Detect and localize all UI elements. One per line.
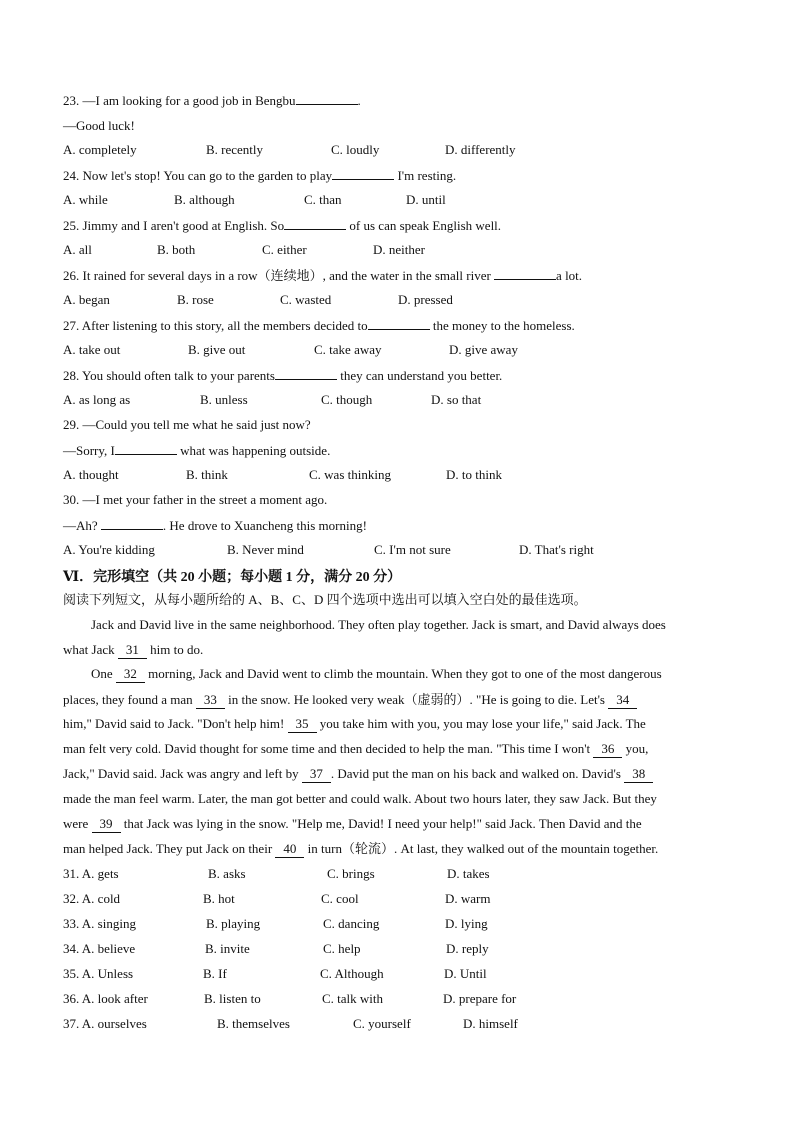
option-c[interactable]: C. talk with <box>322 991 384 1006</box>
option-d[interactable]: D. himself <box>463 1016 518 1031</box>
option-d[interactable]: D. so that <box>431 392 482 407</box>
option-c[interactable]: C. was thinking <box>309 467 391 482</box>
option-a[interactable]: 31. A. gets <box>63 866 119 881</box>
option-b[interactable]: B. themselves <box>217 1016 290 1031</box>
option-c[interactable]: C. than <box>304 192 342 207</box>
blank-number: 36 <box>593 741 622 758</box>
option-a[interactable]: 35. A. Unless <box>63 966 134 981</box>
passage-line: places, they found a man 33 in the snow. He looked very weak（虚弱的）. "He is going to die. Let's 34 <box>63 692 637 709</box>
blank-number: 34 <box>608 692 637 709</box>
question-26-stem: 26. It rained for several days in a row（连续地）, and the water in the small river a lot. <box>63 268 583 283</box>
passage-line: what Jack 31 him to do. <box>63 642 204 657</box>
option-c[interactable]: C. take away <box>314 342 382 357</box>
passage-line: made the man feel warm. Later, the man got better and could walk. About two hours later, they saw Jack. But they <box>63 791 657 806</box>
question-23-stem: 23. —I am looking for a good job in Bengbu . <box>63 93 361 108</box>
passage-line: him," David said to Jack. "Don't help him! 35 you take him with you, you may lose your life," said Jack. The <box>63 716 646 731</box>
option-d[interactable]: D. give away <box>449 342 518 357</box>
answer-blank <box>101 517 163 530</box>
option-b[interactable]: B. although <box>174 192 235 207</box>
option-b[interactable]: B. playing <box>206 916 261 931</box>
passage-line: man helped Jack. They put Jack on their 40 in turn（轮流）. At last, they walked out of the mountain together. <box>63 841 659 856</box>
option-a[interactable]: A. You're kidding <box>63 542 155 557</box>
option-d[interactable]: D. reply <box>446 941 489 956</box>
blank-number: 37 <box>302 766 331 783</box>
passage-line: man felt very cold. David thought for some time and then decided to help the man. "This time I won't 36 you, <box>63 741 649 756</box>
option-c[interactable]: C. wasted <box>280 292 332 307</box>
option-a[interactable]: A. take out <box>63 342 121 357</box>
passage-line: were 39 that Jack was lying in the snow. "Help me, David! I need your help!" said Jack. Then David and the <box>63 816 642 831</box>
option-b[interactable]: B. give out <box>188 342 246 357</box>
option-d[interactable]: D. warm <box>445 891 491 906</box>
option-b[interactable]: B. invite <box>205 941 250 956</box>
option-a[interactable]: A. thought <box>63 467 119 482</box>
blank-number: 39 <box>92 816 121 833</box>
option-a[interactable]: A. all <box>63 242 92 257</box>
question-23-reply: —Good luck! <box>63 118 135 133</box>
option-c[interactable]: C. dancing <box>323 916 380 931</box>
option-d[interactable]: D. That's right <box>519 542 594 557</box>
answer-blank <box>332 167 394 180</box>
option-d[interactable]: D. to think <box>446 467 502 482</box>
section-title: Ⅵ．完形填空（共 20 小题；每小题 1 分，满分 20 分） <box>63 570 402 585</box>
option-c[interactable]: C. brings <box>327 866 375 881</box>
option-c[interactable]: C. though <box>321 392 373 407</box>
blank-number: 33 <box>196 692 225 709</box>
blank-number: 38 <box>624 766 653 783</box>
option-b[interactable]: B. asks <box>208 866 246 881</box>
question-25-stem: 25. Jimmy and I aren't good at English. So of us can speak English well. <box>63 218 502 233</box>
option-b[interactable]: B. hot <box>203 891 235 906</box>
blank-number: 40 <box>275 841 304 858</box>
answer-blank <box>284 217 346 230</box>
answer-blank <box>368 317 430 330</box>
option-b[interactable]: B. think <box>186 467 228 482</box>
option-c[interactable]: C. either <box>262 242 307 257</box>
option-c[interactable]: C. I'm not sure <box>374 542 451 557</box>
option-d[interactable]: D. Until <box>444 966 487 981</box>
option-a[interactable]: 37. A. ourselves <box>63 1016 147 1031</box>
option-a[interactable]: 32. A. cold <box>63 891 121 906</box>
option-c[interactable]: C. Although <box>320 966 384 981</box>
option-b[interactable]: B. If <box>203 966 227 981</box>
passage-line: Jack and David live in the same neighborhood. They often play together. Jack is smart, and David always does <box>91 617 666 632</box>
option-a[interactable]: 34. A. believe <box>63 941 136 956</box>
section-instruction: 阅读下列短文，从每小题所给的 A、B、C、D 四个选项中选出可以填入空白处的最佳选项。 <box>63 592 587 607</box>
question-29-stem: 29. —Could you tell me what he said just now? <box>63 417 311 432</box>
option-d[interactable]: D. differently <box>445 142 516 157</box>
option-d[interactable]: D. takes <box>447 866 490 881</box>
option-a[interactable]: A. began <box>63 292 110 307</box>
option-a[interactable]: A. while <box>63 192 108 207</box>
option-a[interactable]: 36. A. look after <box>63 991 148 1006</box>
blank-number: 32 <box>116 666 145 683</box>
option-c[interactable]: C. cool <box>321 891 359 906</box>
option-b[interactable]: B. recently <box>206 142 264 157</box>
passage-line: One 32 morning, Jack and David went to climb the mountain. When they got to one of the most dangerous <box>91 666 662 681</box>
option-b[interactable]: B. both <box>157 242 196 257</box>
passage-line: Jack," David said. Jack was angry and left by 37 . David put the man on his back and walked on. David's 38 <box>63 766 653 783</box>
option-d[interactable]: D. neither <box>373 242 425 257</box>
question-28-stem: 28. You should often talk to your parents they can understand you better. <box>63 368 503 383</box>
option-a[interactable]: A. as long as <box>63 392 131 407</box>
question-27-stem: 27. After listening to this story, all the members decided to the money to the homeless. <box>63 318 575 333</box>
option-d[interactable]: D. lying <box>445 916 488 931</box>
option-b[interactable]: B. listen to <box>204 991 261 1006</box>
option-b[interactable]: B. rose <box>177 292 214 307</box>
question-30-reply: —Ah? . He drove to Xuancheng this morning! <box>63 518 367 533</box>
question-24-stem: 24. Now let's stop! You can go to the garden to play I'm resting. <box>63 168 457 183</box>
option-d[interactable]: D. prepare for <box>443 991 517 1006</box>
answer-blank <box>275 367 337 380</box>
question-30-stem: 30. —I met your father in the street a moment ago. <box>63 492 328 507</box>
blank-number: 35 <box>288 716 317 733</box>
option-c[interactable]: C. help <box>323 941 361 956</box>
blank-number: 31 <box>118 642 147 659</box>
question-29-reply: —Sorry, I what was happening outside. <box>63 443 331 458</box>
option-c[interactable]: C. loudly <box>331 142 380 157</box>
answer-blank <box>115 442 177 455</box>
option-c[interactable]: C. yourself <box>353 1016 411 1031</box>
option-d[interactable]: D. until <box>406 192 446 207</box>
answer-blank <box>494 267 556 280</box>
option-a[interactable]: A. completely <box>63 142 137 157</box>
option-a[interactable]: 33. A. singing <box>63 916 136 931</box>
option-d[interactable]: D. pressed <box>398 292 453 307</box>
answer-blank <box>296 92 358 105</box>
option-b[interactable]: B. unless <box>200 392 248 407</box>
option-b[interactable]: B. Never mind <box>227 542 304 557</box>
